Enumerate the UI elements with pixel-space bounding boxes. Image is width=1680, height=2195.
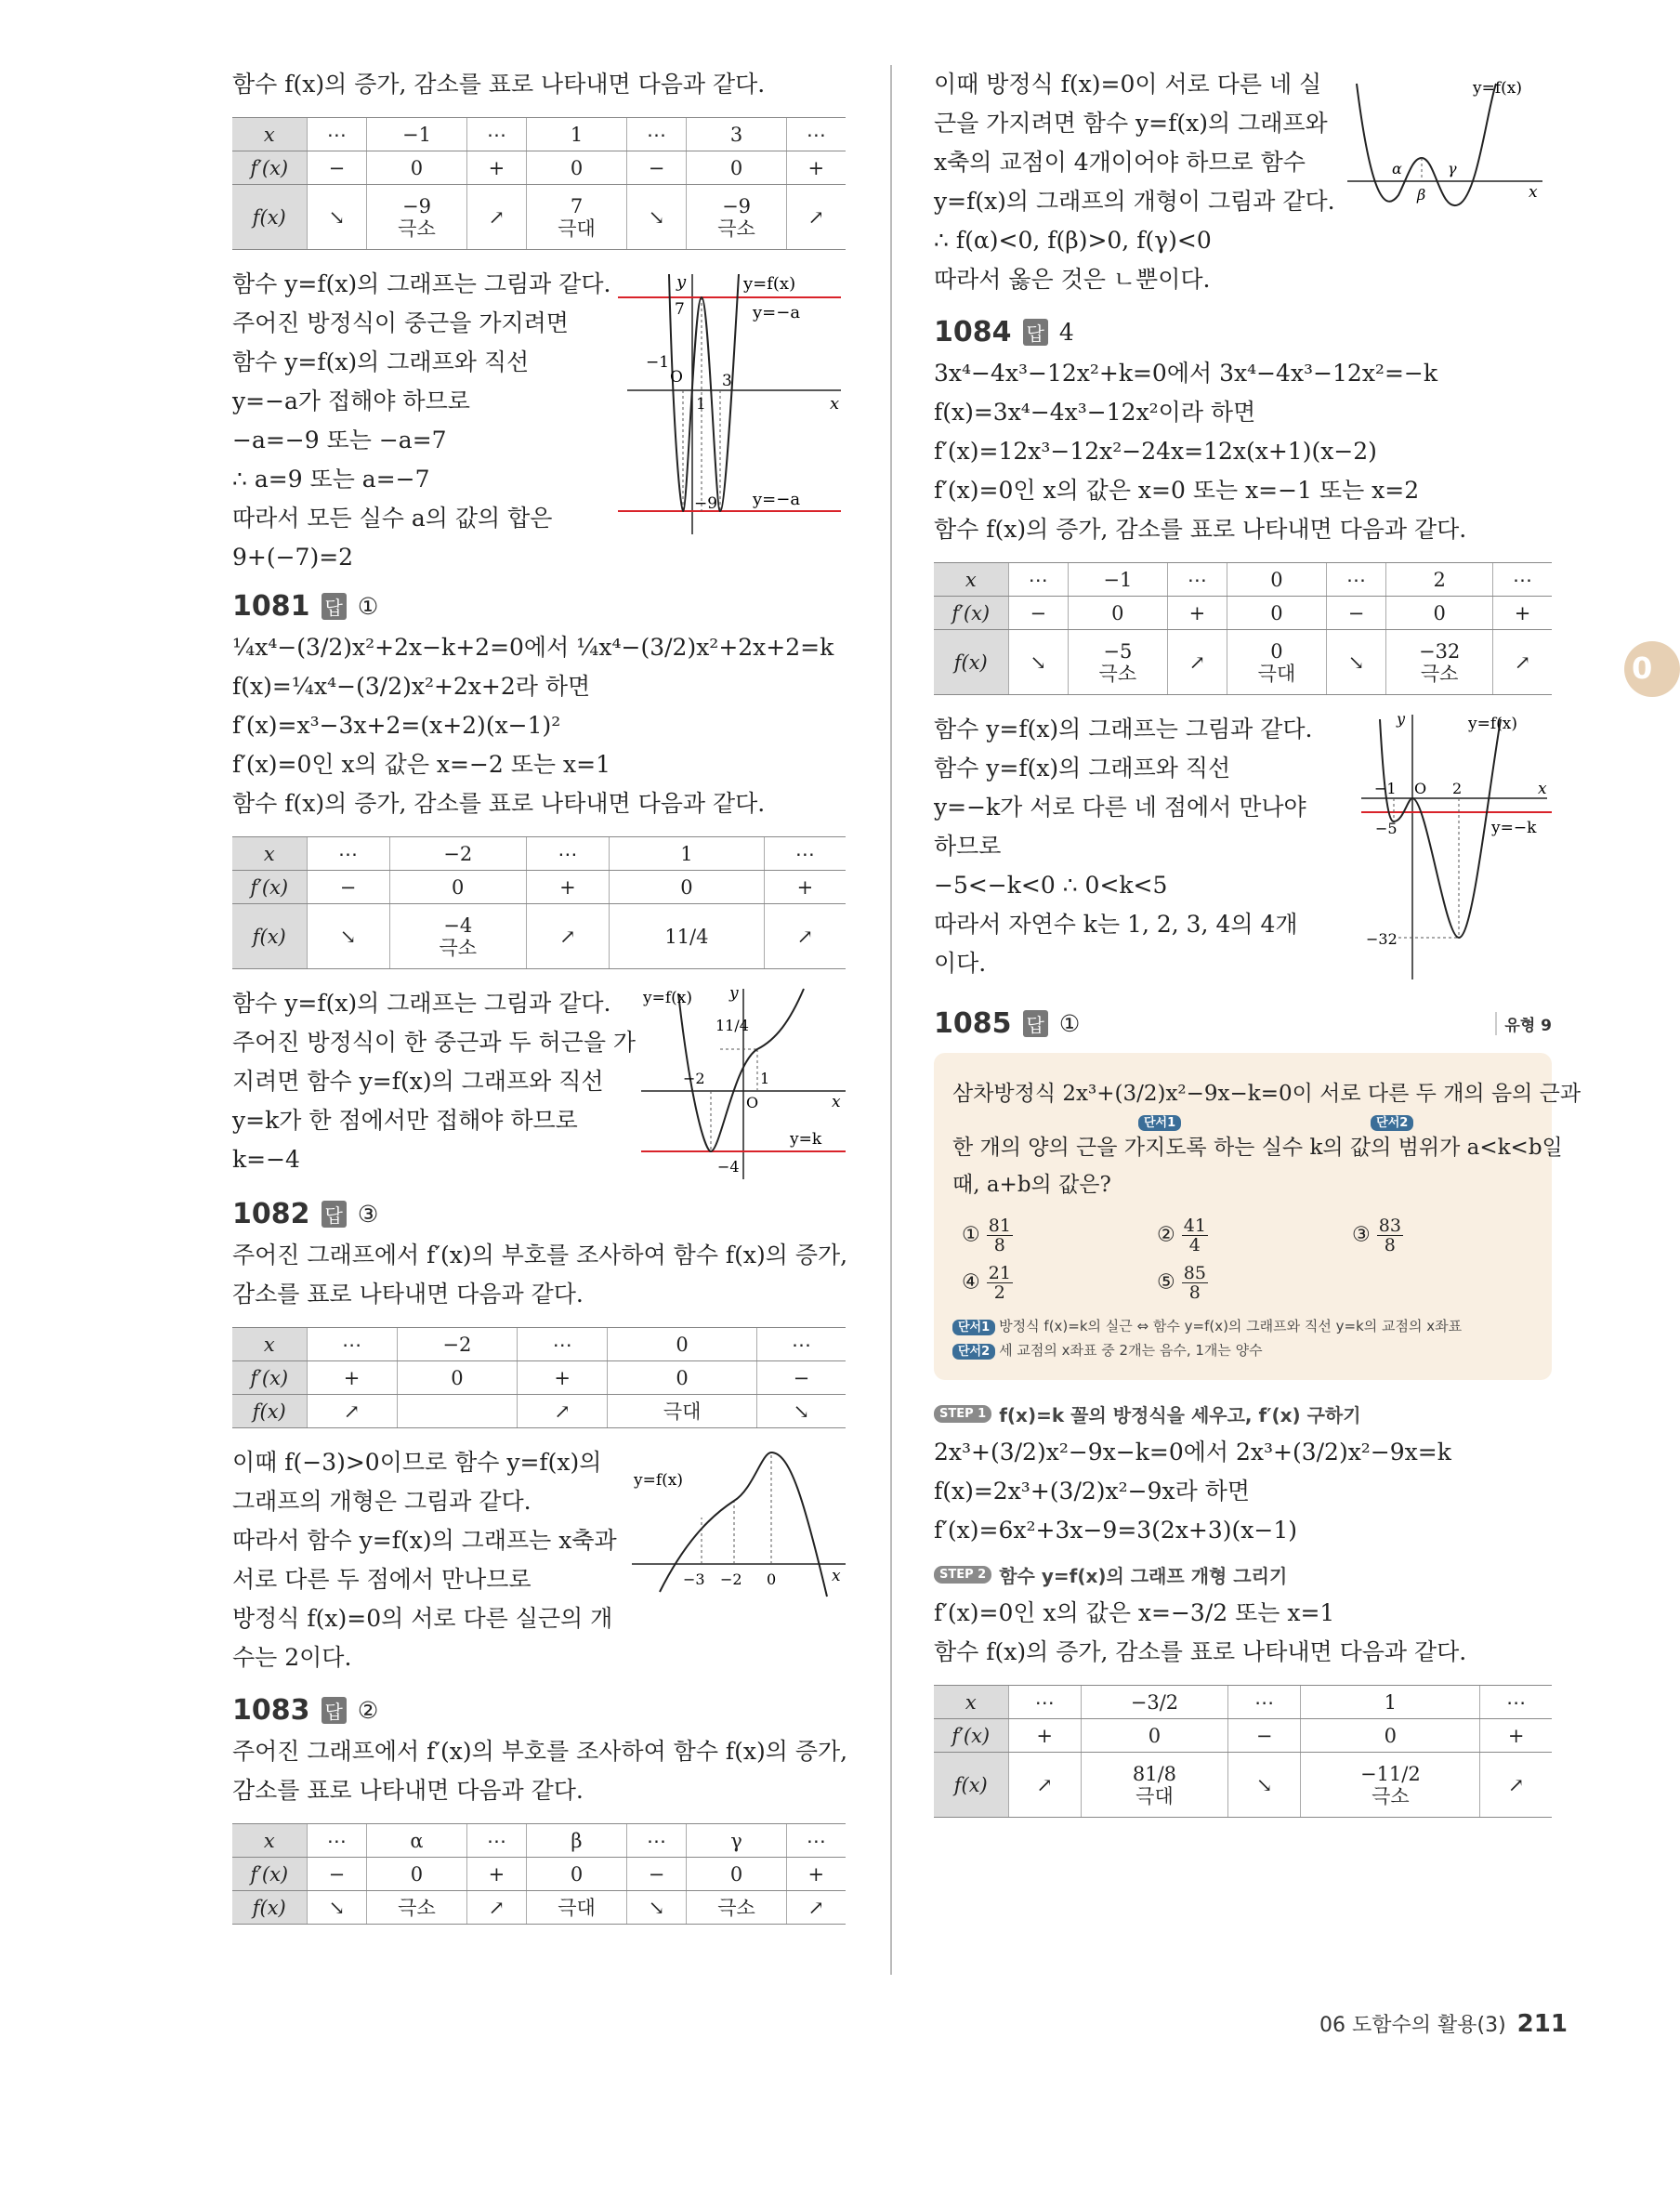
table-row <box>232 1395 846 1428</box>
right-column <box>934 65 1582 1833</box>
table-cell: + <box>526 871 609 904</box>
table-cell: + <box>786 151 846 185</box>
table-cell: −1 <box>1069 563 1168 597</box>
table-cell: ⋯ <box>307 837 389 871</box>
svg-text:0: 0 <box>767 1571 777 1588</box>
text-line: 감소를 표로 나타내면 다음과 같다. <box>232 1281 584 1308</box>
section-header-1083: 1083 답 ② <box>232 1694 379 1727</box>
equation-line: ¼x⁴−(3/2)x²+2x−k+2=0에서 ¼x⁴−(3/2)x²+2x+2=k <box>232 634 834 661</box>
text-line: 방정식 f(x)=0의 서로 다른 실근의 개 <box>232 1605 613 1632</box>
chapter-title: 06 도함수의 활용(3) <box>1319 2014 1506 2037</box>
equation-line: 함수 f(x)의 증가, 감소를 표로 나타내면 다음과 같다. <box>934 516 1467 543</box>
table-row <box>232 1891 846 1925</box>
page-number: 211 <box>1516 2010 1568 2038</box>
table-cell: ↗ <box>307 1395 397 1428</box>
row-header-cell: x <box>232 1824 307 1858</box>
text-line: 주어진 그래프에서 f′(x)의 부호를 조사하여 함수 f(x)의 증가, <box>232 1242 848 1268</box>
choice-1[interactable]: ① $\frac{81}{8}$ <box>962 1216 1011 1255</box>
table-cell: −9 극소 <box>687 185 786 250</box>
table-cell: −2 <box>389 837 526 871</box>
table-row <box>934 1686 1552 1719</box>
type-tag: 유형 9 <box>1495 1012 1552 1035</box>
table-cell: + <box>1480 1719 1552 1753</box>
table-cell: ↘ <box>1227 1753 1300 1818</box>
row-header-cell: f′(x) <box>232 1858 307 1891</box>
table-cell: − <box>1008 597 1069 630</box>
svg-text:−1: −1 <box>1374 780 1397 797</box>
text-line: 이때 f(−3)>0이므로 함수 y=f(x)의 <box>232 1449 602 1476</box>
figure-block-1084 <box>934 710 1552 998</box>
hint-tag-1: 단서1 <box>1138 1115 1181 1131</box>
table-cell: ⋯ <box>307 1824 367 1858</box>
table-cell: 1 <box>527 118 626 151</box>
table-cell: 0 <box>1069 597 1168 630</box>
table-row <box>232 871 846 904</box>
table-cell: α <box>367 1824 466 1858</box>
svg-text:−4: −4 <box>717 1158 740 1176</box>
table-cell: + <box>1492 597 1552 630</box>
svg-text:1: 1 <box>696 395 706 414</box>
page-footer <box>1319 2009 1568 2038</box>
variation-table-1 <box>232 117 846 250</box>
row-header-cell: x <box>934 1686 1008 1719</box>
table-cell: ⋯ <box>1167 563 1227 597</box>
table-cell: − <box>626 151 687 185</box>
figure-block-top <box>934 65 1552 307</box>
figure-block-1 <box>232 265 846 581</box>
table-cell: β <box>527 1824 626 1858</box>
text-line: 주어진 그래프에서 f′(x)의 부호를 조사하여 함수 f(x)의 증가, <box>232 1738 848 1765</box>
table-row <box>934 1753 1552 1818</box>
problem-line: 때, a+b의 값은? <box>952 1173 1111 1197</box>
svg-text:y=−a: y=−a <box>753 303 801 322</box>
table-cell: − <box>756 1361 846 1395</box>
table-cell: + <box>307 1361 397 1395</box>
svg-text:2: 2 <box>1452 780 1463 797</box>
svg-text:x: x <box>1538 780 1547 798</box>
table-cell: ↘ <box>307 185 367 250</box>
table-cell: 극대 <box>608 1395 757 1428</box>
equation-line: 2x³+(3/2)x²−9x−k=0에서 2x³+(3/2)x²−9x=k <box>934 1439 1451 1466</box>
text-line: ∴ a=9 또는 a=−7 <box>232 466 430 493</box>
table-cell: 극소 <box>687 1891 786 1925</box>
equation-line: f′(x)=0인 x의 값은 x=−3/2 또는 x=1 <box>934 1599 1335 1626</box>
step-2-header: STEP 2 함수 y=f(x)의 그래프 개형 그리기 <box>934 1561 1552 1588</box>
table-row <box>934 563 1552 597</box>
variation-table-1085 <box>934 1685 1552 1818</box>
svg-text:y=f(x): y=f(x) <box>1473 79 1522 98</box>
row-header-cell: x <box>232 118 307 151</box>
svg-text:−9: −9 <box>694 494 718 513</box>
svg-text:O: O <box>670 368 683 387</box>
text-line: ∴ f(α)<0, f(β)>0, f(γ)<0 <box>934 227 1212 254</box>
table-cell: ↗ <box>1008 1753 1081 1818</box>
equation-line: f′(x)=x³−3x+2=(x+2)(x−1)² <box>232 712 561 739</box>
row-header-cell: f′(x) <box>934 597 1008 630</box>
svg-text:−2: −2 <box>683 1070 705 1087</box>
equation-line: 함수 f(x)의 증가, 감소를 표로 나타내면 다음과 같다. <box>934 1638 1467 1665</box>
table-cell: 극소 <box>367 1891 466 1925</box>
figure-block-1081 <box>232 984 846 1189</box>
variation-table-1081 <box>232 836 846 969</box>
table-cell: ↗ <box>764 904 846 969</box>
hint-line-2: 단서2 세 교점의 x좌표 중 2개는 음수, 1개는 양수 <box>952 1339 1533 1363</box>
table-cell: ⋯ <box>786 118 846 151</box>
section-header-1085: 1085 답 ① 유형 9 <box>934 1007 1552 1040</box>
table-row <box>232 118 846 151</box>
table-cell: ⋯ <box>307 1328 397 1361</box>
table-cell: − <box>1326 597 1386 630</box>
table-cell: 극대 <box>527 1891 626 1925</box>
table-cell: ⋯ <box>466 118 527 151</box>
text-line: 함수 y=f(x)의 그래프와 직선 <box>934 755 1231 782</box>
figure-block-1082 <box>232 1443 846 1685</box>
section-header-1082: 1082 답 ③ <box>232 1198 379 1230</box>
table-cell: ↘ <box>307 1891 367 1925</box>
table-cell: γ <box>687 1824 786 1858</box>
column-divider <box>890 65 892 1975</box>
table-cell: ⋯ <box>307 118 367 151</box>
table-cell: ⋯ <box>1480 1686 1552 1719</box>
table-cell: 0 <box>609 871 764 904</box>
table-cell: ↗ <box>1167 630 1227 695</box>
hint-line-1: 단서1 방정식 f(x)=k의 실근 ⇔ 함수 y=f(x)의 그래프와 직선 y=k의 교점의 x좌표 <box>952 1315 1533 1339</box>
svg-text:−1: −1 <box>646 353 670 372</box>
answer-choices <box>962 1216 1533 1302</box>
table-row <box>232 1858 846 1891</box>
section-header-1084: 1084 답 4 <box>934 316 1074 348</box>
svg-text:x: x <box>832 1093 841 1111</box>
svg-text:y=k: y=k <box>790 1130 822 1149</box>
svg-text:y=f(x): y=f(x) <box>743 274 796 294</box>
table-cell: −32 극소 <box>1386 630 1493 695</box>
table-cell: 0 <box>367 151 466 185</box>
table-cell: + <box>466 151 527 185</box>
table-cell: − <box>626 1858 687 1891</box>
svg-text:β: β <box>1417 186 1426 204</box>
table-cell: 0 <box>608 1328 757 1361</box>
row-header-cell: f′(x) <box>232 151 307 185</box>
table-cell: ⋯ <box>1326 563 1386 597</box>
table-cell: + <box>1167 597 1227 630</box>
text-line: 함수 y=f(x)의 그래프는 그림과 같다. <box>232 270 611 297</box>
table-cell: 0 <box>608 1361 757 1395</box>
problem-box <box>934 1053 1582 1380</box>
text-line: 이때 방정식 f(x)=0이 서로 다른 네 실 <box>934 71 1322 98</box>
table-cell: 0 <box>1227 563 1327 597</box>
table-cell: ↗ <box>518 1395 608 1428</box>
svg-text:11/4: 11/4 <box>715 1017 749 1034</box>
svg-text:α: α <box>1392 160 1402 177</box>
text-line: 함수 y=f(x)의 그래프와 직선 <box>232 348 530 375</box>
table-cell: ⋯ <box>466 1824 527 1858</box>
equation-line: 3x⁴−4x³−12x²+k=0에서 3x⁴−4x³−12x²=−k <box>934 360 1438 387</box>
svg-text:3: 3 <box>722 372 732 390</box>
table-row <box>232 904 846 969</box>
row-header-cell: x <box>232 837 307 871</box>
table-row <box>232 837 846 871</box>
equation-line: f′(x)=0인 x의 값은 x=−2 또는 x=1 <box>232 751 610 778</box>
text-line: 함수 y=f(x)의 그래프는 그림과 같다. <box>934 716 1313 743</box>
svg-text:−3: −3 <box>683 1571 705 1588</box>
text-line: 주어진 방정식이 중근을 가지려면 <box>232 309 569 336</box>
table-cell: − <box>1227 1719 1300 1753</box>
svg-text:−5: −5 <box>1375 820 1398 837</box>
table-cell: ⋯ <box>786 1824 846 1858</box>
row-header-cell: x <box>934 563 1008 597</box>
table-cell: ↗ <box>786 1891 846 1925</box>
quartic-graph-1084 <box>1361 710 1552 979</box>
hint-tag-2: 단서2 <box>1371 1115 1413 1131</box>
equation-line: f(x)=¼x⁴−(3/2)x²+2x+2라 하면 <box>232 673 591 700</box>
table-cell: 0 <box>397 1361 517 1395</box>
svg-text:x: x <box>832 1567 841 1585</box>
table-cell: ⋯ <box>626 118 687 151</box>
table-cell: + <box>786 1858 846 1891</box>
text-line: 그래프의 개형은 그림과 같다. <box>232 1488 532 1515</box>
table-cell: + <box>764 871 846 904</box>
table-cell: ↘ <box>626 185 687 250</box>
table-cell: − <box>307 151 367 185</box>
table-cell: 0 <box>1081 1719 1227 1753</box>
table-cell: −4 극소 <box>389 904 526 969</box>
equation-line: f′(x)=12x³−12x²−24x=12x(x+1)(x−2) <box>934 438 1377 465</box>
svg-text:y=f(x): y=f(x) <box>643 989 692 1007</box>
text-line: 근을 가지려면 함수 y=f(x)의 그래프와 <box>934 110 1328 137</box>
table-cell: −2 <box>397 1328 517 1361</box>
choice-2[interactable]: ② $\frac{41}{4}$ <box>1157 1216 1206 1255</box>
table-cell: −1 <box>367 118 466 151</box>
table-cell: 0 극대 <box>1227 630 1327 695</box>
table-cell: ⋯ <box>764 837 846 871</box>
table-row <box>934 597 1552 630</box>
table-cell: − <box>307 1858 367 1891</box>
svg-text:γ: γ <box>1448 160 1457 177</box>
table-cell: ↗ <box>526 904 609 969</box>
step-1-header: STEP 1 f(x)=k 꼴의 방정식을 세우고, f′(x) 구하기 <box>934 1400 1552 1427</box>
table-cell: 2 <box>1386 563 1493 597</box>
table-cell: 0 <box>527 1858 626 1891</box>
table-cell: + <box>466 1858 527 1891</box>
table-cell: ⋯ <box>1008 1686 1081 1719</box>
table-cell: 0 <box>1227 597 1327 630</box>
row-header-cell: f′(x) <box>232 871 307 904</box>
text-line: 주어진 방정식이 한 중근과 두 허근을 가 <box>232 1029 637 1056</box>
quartic-tangent-graph <box>641 984 846 1179</box>
table-row <box>232 151 846 185</box>
table-cell: 1 <box>609 837 764 871</box>
row-header-cell: x <box>232 1328 307 1361</box>
table-cell: ⋯ <box>518 1328 608 1361</box>
text-line: y=−k가 서로 다른 네 점에서 만나야 <box>934 794 1306 821</box>
problem-line: 한 개의 양의 근을 가지도록 하는 실수 k의 값의 범위가 a<k<b일 <box>952 1136 1563 1160</box>
equation-line: f′(x)=6x²+3x−9=3(2x+3)(x−1) <box>934 1517 1297 1544</box>
svg-text:x: x <box>1529 183 1538 202</box>
text-line: 수는 2이다. <box>232 1644 352 1671</box>
text-line: y=−a가 접해야 하므로 <box>232 388 470 414</box>
svg-text:y=f(x): y=f(x) <box>634 1471 683 1490</box>
variation-table-1082 <box>232 1327 846 1428</box>
equation-line: 함수 f(x)의 증가, 감소를 표로 나타내면 다음과 같다. <box>232 790 766 817</box>
table-cell: + <box>1008 1719 1081 1753</box>
text-line: 따라서 모든 실수 a의 값의 합은 <box>232 505 553 532</box>
table-cell: ↗ <box>786 185 846 250</box>
table-cell: ↘ <box>1008 630 1069 695</box>
table-cell: ↘ <box>1326 630 1386 695</box>
table-cell: 11/4 <box>609 904 764 969</box>
table-cell: 0 <box>687 1858 786 1891</box>
quartic-graph <box>618 265 841 534</box>
row-header-cell: f(x) <box>934 1753 1008 1818</box>
table-cell: − <box>307 871 389 904</box>
choice-4[interactable]: ④ $\frac{21}{2}$ <box>962 1263 1011 1303</box>
svg-text:−2: −2 <box>720 1571 742 1588</box>
svg-text:x: x <box>830 394 840 414</box>
table-cell: ↘ <box>756 1395 846 1428</box>
row-header-cell: f(x) <box>232 1395 307 1428</box>
table-cell: ↘ <box>626 1891 687 1925</box>
table-cell: ↗ <box>466 1891 527 1925</box>
table-cell: 0 <box>687 151 786 185</box>
table-cell: ⋯ <box>626 1824 687 1858</box>
cubic-graph <box>632 1443 846 1601</box>
table-cell <box>397 1395 517 1428</box>
table-cell: 0 <box>389 871 526 904</box>
text-line: 지려면 함수 y=f(x)의 그래프와 직선 <box>232 1068 604 1095</box>
text-line: −5<−k<0 ∴ 0<k<5 <box>934 872 1168 899</box>
table-row <box>232 1328 846 1361</box>
text-line: 하므로 <box>934 833 1002 860</box>
table-cell: ⋯ <box>526 837 609 871</box>
row-header-cell: f(x) <box>934 630 1008 695</box>
table-cell: ↗ <box>1480 1753 1552 1818</box>
table-cell: ⋯ <box>1492 563 1552 597</box>
text-line: y=k가 한 점에서만 접해야 하므로 <box>232 1107 578 1134</box>
text-line: 9+(−7)=2 <box>232 544 354 571</box>
table-cell: 7 극대 <box>527 185 626 250</box>
equation-line: f(x)=2x³+(3/2)x²−9x라 하면 <box>934 1478 1250 1505</box>
table-cell: ↘ <box>307 904 389 969</box>
text-line: −a=−9 또는 −a=7 <box>232 427 447 453</box>
table-cell: + <box>518 1361 608 1395</box>
svg-text:y=−a: y=−a <box>753 490 801 509</box>
svg-text:1: 1 <box>760 1070 770 1087</box>
table-row <box>934 630 1552 695</box>
svg-text:y: y <box>676 272 687 292</box>
table-cell: −3/2 <box>1081 1686 1227 1719</box>
table-cell: −5 극소 <box>1069 630 1168 695</box>
table-cell: −11/2 극소 <box>1301 1753 1480 1818</box>
svg-text:y=−k: y=−k <box>1491 819 1537 837</box>
equation-line: f(x)=3x⁴−4x³−12x²이라 하면 <box>934 399 1256 426</box>
row-header-cell: f′(x) <box>232 1361 307 1395</box>
table-cell: 0 <box>367 1858 466 1891</box>
table-cell: ↗ <box>1492 630 1552 695</box>
chapter-side-tab: 0 <box>1624 641 1680 697</box>
row-header-cell: f(x) <box>232 1891 307 1925</box>
table-cell: 0 <box>1301 1719 1480 1753</box>
svg-text:y=f(x): y=f(x) <box>1468 715 1517 733</box>
section-header-1081: 1081 답 ① <box>232 590 379 623</box>
variation-table-1084 <box>934 562 1552 695</box>
svg-text:y: y <box>729 984 739 1003</box>
table-cell: ⋯ <box>756 1328 846 1361</box>
table-cell: ⋯ <box>1227 1686 1300 1719</box>
table-cell: 3 <box>687 118 786 151</box>
variation-table-1083 <box>232 1823 846 1925</box>
text-line: 감소를 표로 나타내면 다음과 같다. <box>232 1777 584 1804</box>
choice-3[interactable]: ③ $\frac{83}{8}$ <box>1352 1216 1401 1255</box>
table-row <box>934 1719 1552 1753</box>
table-cell: 1 <box>1301 1686 1480 1719</box>
row-header-cell: f′(x) <box>934 1719 1008 1753</box>
text-line: x축의 교점이 4개이어야 하므로 함수 <box>934 149 1306 176</box>
table-row <box>232 185 846 250</box>
svg-text:−32: −32 <box>1366 930 1398 948</box>
text-line: k=−4 <box>232 1146 300 1173</box>
svg-text:7: 7 <box>675 300 685 319</box>
table-row <box>232 1361 846 1395</box>
text-line: 서로 다른 두 점에서 만나므로 <box>232 1566 532 1593</box>
problem-line: 삼차방정식 2x³+(3/2)x²−9x−k=0이 서로 다른 두 개의 음의 근과 <box>952 1082 1582 1106</box>
equation-line: f′(x)=0인 x의 값은 x=0 또는 x=−1 또는 x=2 <box>934 477 1420 504</box>
choice-5[interactable]: ⑤ $\frac{85}{8}$ <box>1157 1263 1206 1303</box>
text-line: 따라서 함수 y=f(x)의 그래프는 x축과 <box>232 1527 617 1554</box>
table-cell: −9 극소 <box>367 185 466 250</box>
svg-text:O: O <box>1414 780 1427 797</box>
table-cell: ⋯ <box>1008 563 1069 597</box>
intro-text: 함수 f(x)의 증가, 감소를 표로 나타내면 다음과 같다. <box>232 71 766 98</box>
text-line: 함수 y=f(x)의 그래프는 그림과 같다. <box>232 990 611 1017</box>
text-line: y=f(x)의 그래프의 개형이 그림과 같다. <box>934 188 1335 215</box>
text-line: 따라서 자연수 k는 1, 2, 3, 4의 4개 <box>934 911 1298 938</box>
table-cell: 0 <box>527 151 626 185</box>
table-row <box>232 1824 846 1858</box>
text-line: 이다. <box>934 950 987 977</box>
row-header-cell: f(x) <box>232 185 307 250</box>
table-cell: 81/8 극대 <box>1081 1753 1227 1818</box>
text-line: 따라서 옳은 것은 ㄴ뿐이다. <box>934 266 1211 293</box>
left-column <box>232 65 846 1939</box>
row-header-cell: f(x) <box>232 904 307 969</box>
table-cell: 0 <box>1386 597 1493 630</box>
four-root-graph <box>1347 65 1552 232</box>
svg-text:O: O <box>746 1094 759 1111</box>
table-cell: ↗ <box>466 185 527 250</box>
svg-text:y: y <box>1397 710 1406 728</box>
